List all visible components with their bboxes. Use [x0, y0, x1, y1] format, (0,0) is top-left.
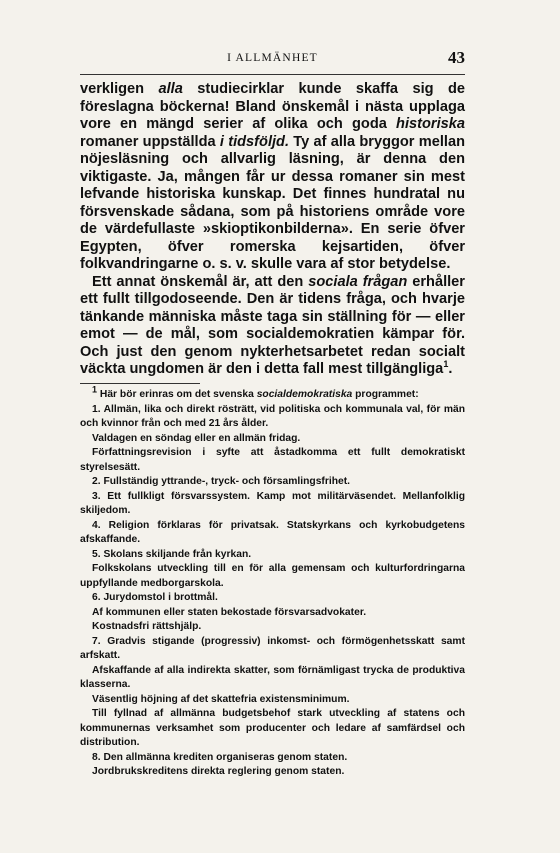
footnote-program-line: 8. Den allmänna krediten organiseras genom staten. — [92, 751, 348, 763]
p1-text-a: verkligen — [80, 81, 159, 97]
footnote-program-line: 2. Fullständig yttrande-, tryck- och församlingsfrihet. — [92, 476, 351, 487]
p2-text-b: erhåller ett fullt tillgodoseende. Den är tidens fråga, och hvarje tänkande människa måste taga sin ställning för — eller emot — de mål, som socialdemokratien kämpar för. Och just den genom nykterhetsarbetet redan socialt väckta ungdomen är den i detta fall mest tillgängliga — [80, 273, 465, 377]
p1-text-d: Ty af alla bryggor mellan nöjesläsning och allvarlig läsning, är denna den viktigaste. Ja, mången får ur dessa romaner sin mest lefvande historiska kunskap. Det finnes hundratal nu försvenskade sådana, som på historiens område vore de värdefullaste »skioptikonbilderna». En serie öfver Egypten, öfver romerska kejsartiden, öfver folkvandringarne o. s. v. skulle vara af stor betydelse. — [80, 133, 465, 272]
p1-text-b: studiecirklar kunde skaffa sig de föreslagna böckerna! Bland önskemål i nästa upplaga vore en mängd serier af olika och goda — [80, 81, 465, 132]
footnote-program-line: 6. Jurydomstol i brottmål. — [92, 592, 218, 603]
footnote-program-line: Väsentlig höjning af det skattefria existensminimum. — [92, 693, 350, 705]
p2-text-end: . — [448, 361, 453, 377]
footnote-program-line: 7. Gradvis stigande (progressiv) inkomst- och förmögenhetsskatt samt arfskatt. — [80, 635, 465, 661]
footnote-program-line: Af kommunen eller staten bekostade försvarsadvokater. — [92, 606, 367, 618]
running-header — [80, 48, 465, 72]
footnote-program-line: 1. Allmän, lika och direkt rösträtt, vid politiska och kommunala val, för män och kvinnor från och med 21 års ålder. — [80, 403, 465, 429]
footnote-reference[interactable]: 1 — [443, 359, 449, 370]
footnote-program-line: Författningsrevision i syfte att åstadkomma ett fullt demokratiskt styrelsesätt. — [80, 447, 465, 473]
p2-emphasis-sociala-fragan: sociala frågan — [308, 273, 408, 290]
footnote-program-line: Kostnadsfri rättshjälp. — [92, 621, 202, 632]
footnote-program-line: Valdagen en söndag eller en allmän fridag. — [92, 432, 301, 444]
footnote-intro — [80, 384, 465, 403]
footnote-program-line: Afskaffande af alla indirekta skatter, som förnämligast trycka de produktiva klasserna. — [80, 664, 465, 690]
footnote-program-line: 3. Ett fullkligt försvarssystem. Kamp mot militärväsendet. Mellanfolklig skiljedom. — [80, 490, 465, 516]
footnote-program-line: 4. Religion förklaras för privatsak. Statskyrkans och kyrkobudgetens afskaffande. — [80, 519, 465, 545]
running-title: I ALLMÄNHET — [227, 52, 318, 64]
footnote-marker: 1 — [92, 384, 98, 395]
main-text — [80, 81, 465, 379]
p1-emphasis-tidsfoljd: i tidsföljd. — [219, 133, 290, 150]
p2-text-a: Ett annat önskemål är, att den — [92, 273, 309, 290]
header-rule — [80, 74, 465, 75]
footnote-program-line: Till fyllnad af allmänna budgetsbehof stark utveckling af statens och kommunernas verksamhet som producenter och ledare af samfärdsel och distribution. — [80, 708, 465, 748]
page-number: 43 — [448, 48, 465, 67]
footnote-rule — [80, 383, 200, 384]
footnotes — [80, 384, 465, 780]
p1-emphasis-historiska: historiska — [396, 116, 465, 132]
footnote-program-line: Folkskolans utveckling till en för alla gemensam och kulturfordringarna uppfyllande medborgarskola. — [80, 563, 465, 589]
footnote-intro-emphasis: socialdemokratiska — [256, 389, 353, 400]
paragraph-2 — [80, 274, 465, 379]
p1-emphasis-alla: alla — [158, 81, 183, 97]
footnote-program-line: 5. Skolans skiljande från kyrkan. — [92, 548, 252, 560]
paragraph-1 — [80, 81, 465, 274]
footnote-intro-a: Här bör erinras om det svenska — [97, 389, 257, 400]
p1-text-c: romaner uppställda — [80, 133, 220, 150]
footnote-program-line: Jordbrukskreditens direkta reglering genom staten. — [92, 766, 345, 777]
footnote-intro-b: programmet: — [352, 389, 419, 400]
